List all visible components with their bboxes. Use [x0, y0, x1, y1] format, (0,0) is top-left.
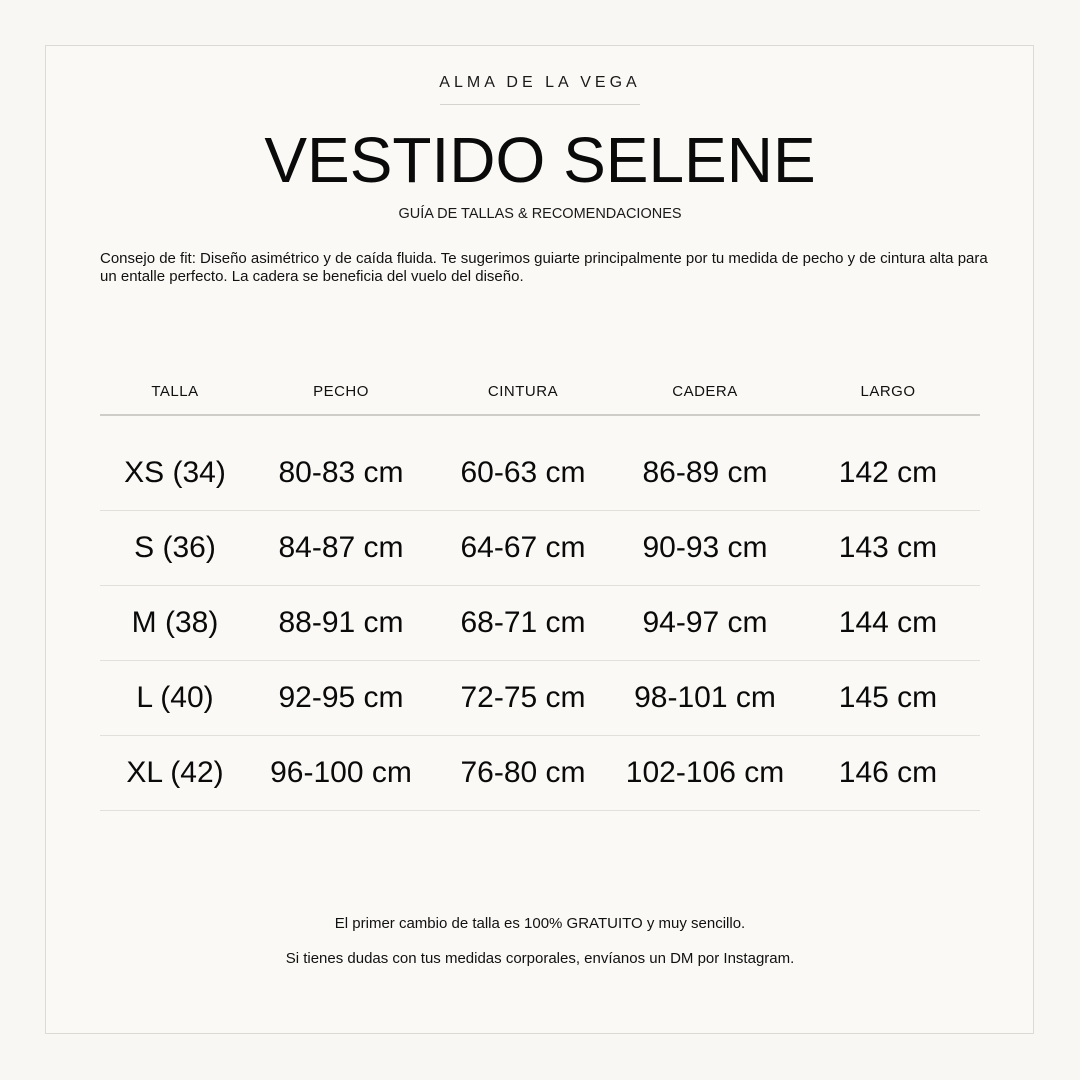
cell-pecho: 96-100 cm: [250, 736, 432, 811]
cell-cadera: 86-89 cm: [614, 436, 796, 511]
header-largo: LARGO: [796, 368, 980, 415]
table-row: [100, 436, 980, 511]
header-talla: TALLA: [100, 368, 250, 415]
cell-cadera: 90-93 cm: [614, 511, 796, 586]
cell-largo: 144 cm: [796, 586, 980, 661]
cell-pecho: 80-83 cm: [250, 436, 432, 511]
table-spacer: [100, 415, 980, 436]
exchange-note: El primer cambio de talla es 100% GRATUITO y muy sencillo.: [334, 915, 746, 932]
guide-subtitle: GUÍA DE TALLAS & RECOMENDACIONES: [398, 206, 682, 222]
cell-talla: L (40): [100, 661, 250, 736]
cell-talla: XL (42): [100, 736, 250, 811]
cell-cintura: 76-80 cm: [432, 736, 614, 811]
cell-talla: XS (34): [100, 436, 250, 511]
contact-note: Si tienes dudas con tus medidas corporales, envíanos un DM por Instagram.: [285, 950, 795, 967]
table-row: [100, 511, 980, 586]
cell-cintura: 72-75 cm: [432, 661, 614, 736]
cell-talla: S (36): [100, 511, 250, 586]
header-pecho: PECHO: [250, 368, 432, 415]
header-cadera: CADERA: [614, 368, 796, 415]
cell-cadera: 94-97 cm: [614, 586, 796, 661]
cell-cadera: 102-106 cm: [614, 736, 796, 811]
fit-tip: Consejo de fit: Diseño asimétrico y de caída fluida. Te sugerimos guiarte principalmente por tu medida de pecho y de cintura alta para un entalle perfecto. La cadera se beneficia del vuelo del diseño.: [100, 250, 988, 285]
cell-cintura: 60-63 cm: [432, 436, 614, 511]
header-cintura: CINTURA: [432, 368, 614, 415]
table-row: [100, 736, 980, 811]
cell-cadera: 98-101 cm: [614, 661, 796, 736]
brand-name: ALMA DE LA VEGA: [439, 74, 641, 91]
cell-largo: 145 cm: [796, 661, 980, 736]
cell-talla: M (38): [100, 586, 250, 661]
brand-divider: [440, 104, 640, 105]
table-row: [100, 661, 980, 736]
table-row: [100, 586, 980, 661]
cell-pecho: 84-87 cm: [250, 511, 432, 586]
cell-largo: 146 cm: [796, 736, 980, 811]
cell-pecho: 92-95 cm: [250, 661, 432, 736]
cell-largo: 143 cm: [796, 511, 980, 586]
product-title: VESTIDO SELENE: [264, 124, 816, 196]
cell-cintura: 68-71 cm: [432, 586, 614, 661]
cell-pecho: 88-91 cm: [250, 586, 432, 661]
size-table: [100, 368, 980, 811]
cell-cintura: 64-67 cm: [432, 511, 614, 586]
table-header-row: [100, 368, 980, 415]
cell-largo: 142 cm: [796, 436, 980, 511]
